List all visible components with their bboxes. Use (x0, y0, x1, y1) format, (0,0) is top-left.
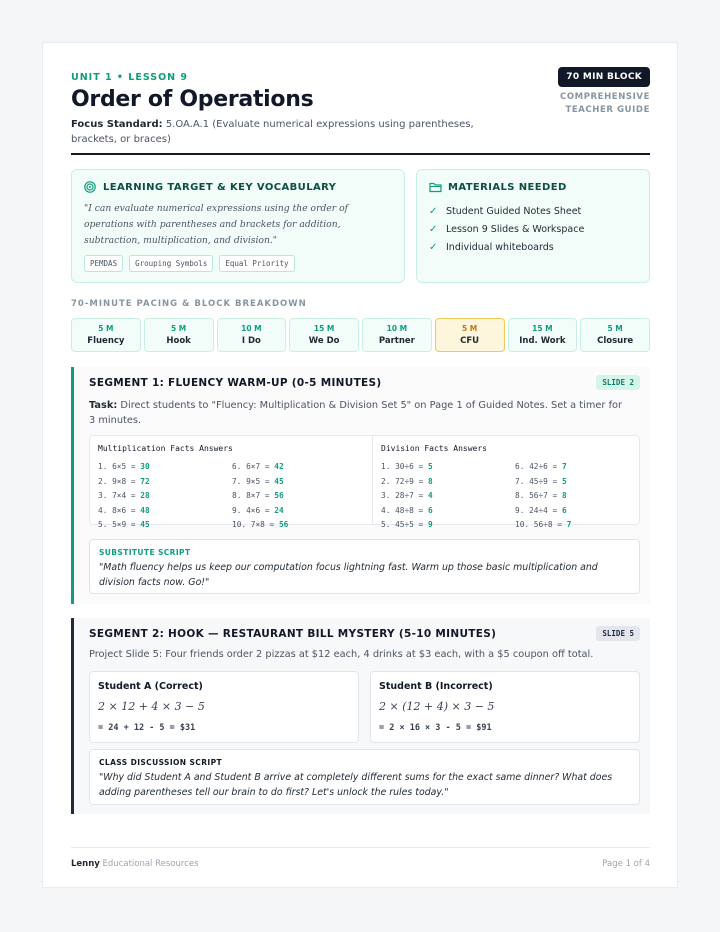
student-a-card (89, 671, 359, 743)
fact-item: 2. 9×8 = 72 (98, 476, 150, 486)
learning-target-quote: "I can evaluate numerical expressions using the order of operations with parentheses and brackets for addition, subtraction, multiplication, and division." (84, 203, 349, 246)
page-number: Page 1 of 4 (602, 859, 650, 869)
pacing-heading: 70-MINUTE PACING & BLOCK BREAKDOWN (71, 299, 307, 309)
vocab-tag: Equal Priority (219, 255, 294, 272)
materials-list (429, 202, 584, 256)
fact-answer: 6 (561, 505, 567, 515)
folder-icon (429, 181, 441, 193)
fact-answer: 8 (561, 491, 567, 500)
learning-target-box (71, 169, 405, 283)
pacing-cell-i-do: 10 M I Do (217, 318, 287, 352)
fact-answer: 45 (274, 476, 284, 486)
substitute-script (89, 539, 640, 594)
segment-hook (71, 618, 650, 814)
unit-label: UNIT 1 • LESSON 9 (71, 72, 189, 83)
materials-heading (429, 181, 567, 193)
pacing-cell-closure: 5 M Closure (580, 318, 650, 352)
fact-item: 8. 56÷7 = 8 (515, 491, 567, 500)
task-text: Task: Direct students to "Fluency: Multiplication & Division Set 5" on Page 1 of Guided Notes. Set a timer for 3 minutes. (89, 400, 623, 426)
learning-target-title: LEARNING TARGET & KEY VOCABULARY (103, 181, 337, 193)
fact-answer: 5 (427, 462, 433, 471)
fact-answer: 45 (140, 520, 150, 529)
fact-answer: 30 (140, 462, 150, 471)
focus-text: 5.OA.A.1 (Evaluate numerical expressions using parentheses, brackets, or braces) (71, 119, 474, 145)
segment-heading: SEGMENT 1: FLUENCY WARM-UP (0-5 MINUTES) (89, 377, 382, 389)
page-title: Order of Operations (71, 87, 314, 112)
list-item: ✓ Student Guided Notes Sheet (429, 205, 582, 217)
fact-answer: 7 (561, 462, 567, 471)
fact-answer: 28 (140, 491, 150, 500)
student-b-answer: = 2 × 16 × 3 - 5 = $91 (379, 723, 492, 733)
script-heading: SUBSTITUTE SCRIPT (99, 548, 191, 557)
fact-item: 5. 5×9 = 45 (98, 520, 150, 529)
pacing-cell-cfu: 5 M CFU (435, 318, 505, 352)
fact-item: 7. 45÷9 = 5 (515, 476, 567, 486)
fact-item: 10. 56÷8 = 7 (515, 520, 572, 529)
fact-item: 5. 45÷5 = 9 (381, 520, 433, 529)
fact-item: 7. 9×5 = 45 (232, 476, 284, 486)
fact-item: 4. 48÷8 = 6 (381, 505, 433, 515)
student-a-answer: = 24 + 12 - 5 = $31 (98, 723, 196, 733)
student-b-card (370, 671, 640, 743)
slide-badge: SLIDE 2 (596, 375, 640, 390)
fact-item: 9. 24÷4 = 6 (515, 505, 567, 515)
student-a-name: Student A (Correct) (98, 681, 203, 692)
fact-answer: 7 (566, 520, 572, 529)
script-heading: CLASS DISCUSSION SCRIPT (99, 758, 222, 767)
check-icon: ✓ (429, 241, 438, 253)
fact-answer: 56 (274, 491, 284, 500)
script-text: "Why did Student A and Student B arrive at completely different sums for the exact same dinner? What does adding parentheses tell our brain to do first? Let's unlock the rules today." (99, 772, 613, 798)
fact-answer: 24 (274, 505, 284, 515)
facts-answers-box (89, 435, 640, 529)
page-footer (71, 847, 650, 869)
fact-item: 3. 28÷7 = 4 (381, 491, 433, 500)
hook-intro: Project Slide 5: Four friends order 2 pizzas at $12 each, 4 drinks at $3 each, with a $5 coupon off total. (89, 649, 594, 660)
fact-item: 10. 7×8 = 56 (232, 520, 289, 529)
list-item: ✓ Lesson 9 Slides & Workspace (429, 223, 585, 235)
focus-label: Focus Standard: (71, 119, 163, 130)
fact-answer: 56 (278, 520, 289, 529)
vocab-tag: Grouping Symbols (129, 255, 213, 272)
fact-item: 2. 72÷9 = 8 (381, 476, 433, 486)
multiplication-facts (90, 436, 372, 529)
slide-badge: SLIDE 5 (596, 626, 640, 641)
script-text: "Math fluency helps us keep our computation focus lightning fast. Warm up those basic multiplication and division facts now. Go!" (99, 562, 598, 588)
pacing-cell-partner: 10 M Partner (362, 318, 432, 352)
division-facts (372, 436, 641, 529)
lesson-page (42, 42, 678, 888)
student-b-expression: 2 × (12 + 4) × 3 − 5 (379, 700, 495, 713)
fact-answer: 42 (274, 462, 284, 471)
guide-label: COMPREHENSIVE TEACHER GUIDE (559, 92, 650, 115)
segment-fluency (71, 367, 650, 604)
student-a-expression: 2 × 12 + 4 × 3 − 5 (98, 700, 205, 713)
header-divider (71, 153, 650, 155)
check-icon: ✓ (429, 205, 438, 217)
fact-item: 3. 7×4 = 28 (98, 491, 150, 500)
time-badge: 70 MIN BLOCK (558, 67, 650, 87)
vocabulary-tags (84, 255, 295, 272)
footer-brand: Lenny Educational Resources (71, 859, 199, 869)
pacing-cell-ind-work: 15 M Ind. Work (508, 318, 578, 352)
student-b-name: Student B (Incorrect) (379, 681, 493, 692)
multiplication-heading: Multiplication Facts Answers (98, 444, 233, 453)
fact-item: 8. 8×7 = 56 (232, 491, 284, 500)
pacing-breakdown (71, 318, 650, 352)
fact-answer: 48 (140, 505, 150, 515)
fact-item: 4. 8×6 = 48 (98, 505, 150, 515)
fact-answer: 9 (427, 520, 433, 529)
fact-answer: 6 (427, 505, 433, 515)
check-icon: ✓ (429, 223, 438, 235)
pacing-cell-hook: 5 M Hook (144, 318, 214, 352)
segment-heading: SEGMENT 2: HOOK — RESTAURANT BILL MYSTERY (5-10 MINUTES) (89, 628, 497, 640)
materials-title: MATERIALS NEEDED (448, 181, 567, 193)
fact-answer: 8 (427, 476, 433, 486)
fact-item: 9. 4×6 = 24 (232, 505, 284, 515)
fact-answer: 4 (427, 491, 433, 500)
division-heading: Division Facts Answers (381, 444, 487, 453)
pacing-cell-fluency: 5 M Fluency (71, 318, 141, 352)
fact-answer: 72 (140, 476, 150, 486)
fact-answer: 5 (561, 476, 567, 486)
focus-standard (71, 117, 501, 147)
list-item: ✓ Individual whiteboards (429, 241, 554, 253)
vocab-tag: PEMDAS (84, 255, 123, 272)
pacing-cell-we-do: 15 M We Do (289, 318, 359, 352)
fact-item: 6. 42÷6 = 7 (515, 462, 567, 471)
target-icon (84, 181, 96, 193)
materials-box (416, 169, 650, 283)
fact-item: 1. 30÷6 = 5 (381, 462, 433, 471)
task-label: Task: (89, 400, 118, 411)
class-discussion-script (89, 749, 640, 805)
fact-item: 6. 6×7 = 42 (232, 462, 284, 471)
learning-target-heading (84, 181, 336, 193)
fact-item: 1. 6×5 = 30 (98, 462, 150, 471)
